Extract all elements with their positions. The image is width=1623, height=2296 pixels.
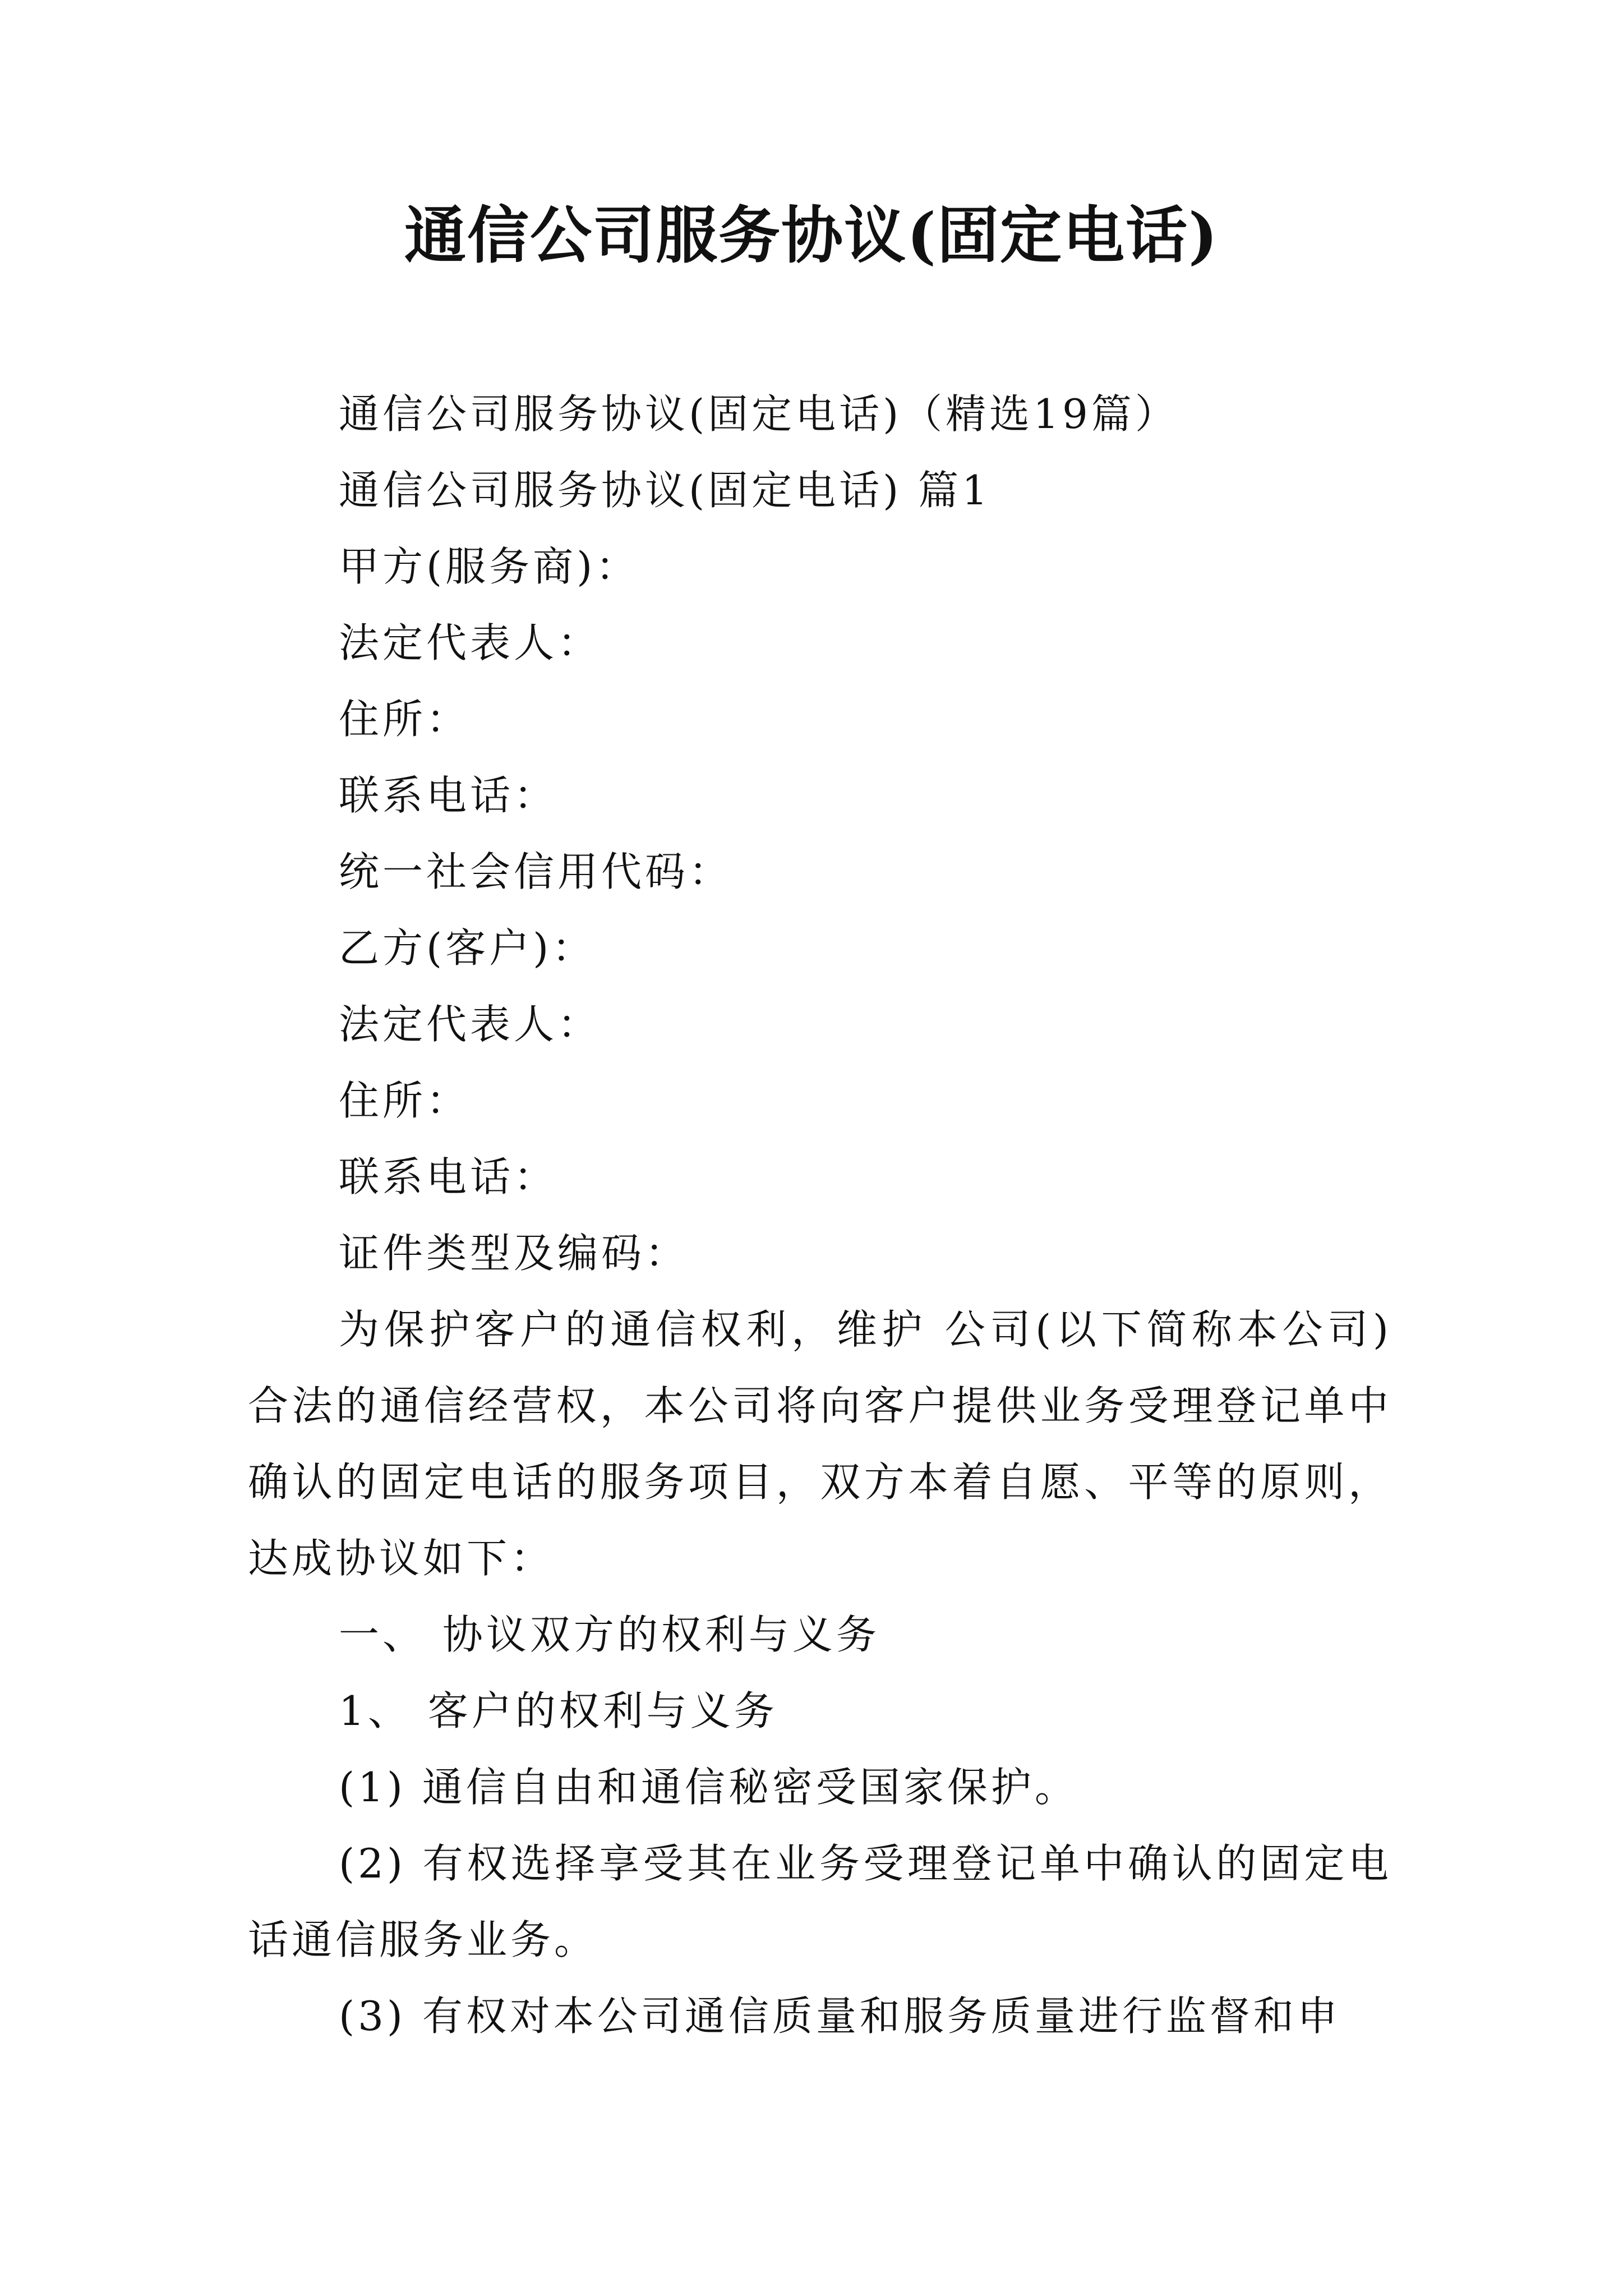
paragraph: 甲方(服务商)： <box>339 543 640 590</box>
paragraph: (3) 有权对本公司通信质量和服务质量进行监督和申 <box>339 1993 1341 2040</box>
paragraph: (1) 通信自由和通信秘密受国家保护。 <box>339 1764 1078 1811</box>
paragraph: 联系电话： <box>339 1153 558 1200</box>
paragraph: 联系电话： <box>339 772 558 819</box>
paragraph: 住所： <box>339 696 471 743</box>
paragraph: (2) 有权选择享受其在业务受理登记单中确认的固定电话通信服务业务。 <box>248 1840 1392 1963</box>
document-title: 通信公司服务协议(固定电话) <box>404 199 1219 272</box>
paragraph: 1、 客户的权利与义务 <box>339 1687 778 1734</box>
paragraph: 通信公司服务协议(固定电话)（精选19篇） <box>339 390 1179 438</box>
paragraph: 法定代表人： <box>339 1001 602 1048</box>
paragraph: 法定代表人： <box>339 619 602 666</box>
document-body <box>248 376 1392 2054</box>
paragraph: 乙方(客户)： <box>339 924 596 972</box>
paragraph: 通信公司服务协议(固定电话) 篇1 <box>339 467 991 514</box>
paragraph: 住所： <box>339 1077 471 1124</box>
paragraph: 一、 协议双方的权利与义务 <box>339 1611 880 1658</box>
paragraph: 为保护客户的通信权利，维护 公司(以下简称本公司)合法的通信经营权，本公司将向客户提供业务受理登记单中确认的固定电话的服务项目，双方本着自愿、平等的原则，达成协议如下： <box>248 1306 1392 1582</box>
paragraph: 证件类型及编码： <box>339 1230 689 1277</box>
paragraph: 统一社会信用代码： <box>339 848 733 895</box>
